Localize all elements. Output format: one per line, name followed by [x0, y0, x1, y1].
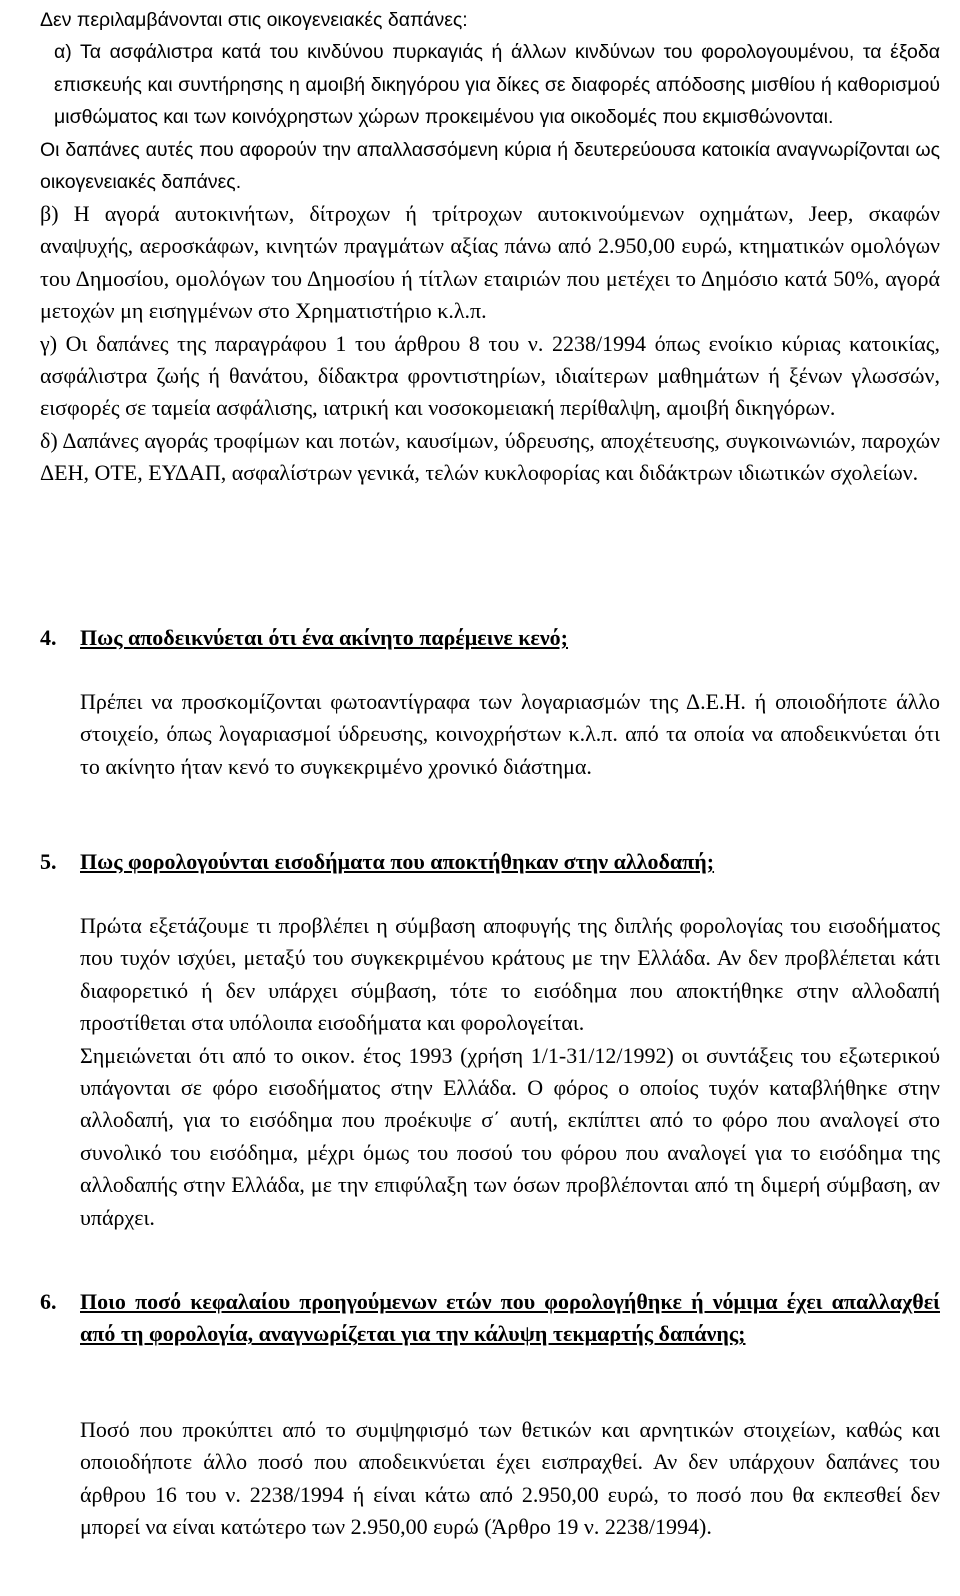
answer-4: Πρέπει να προσκομίζονται φωτοαντίγραφα των λογαριασμών της Δ.Ε.Η. ή οποιοδήποτε άλλο στοιχείο, όπως λογαριασμοί ύδρευσης, κοινοχρήστων κ.λ.π. από τα οποία να αποδεικνύεται ότι το ακίνητο ήταν κενό το συγκεκριμένο χρονικό διάστημα.	[80, 689, 940, 779]
excluded-expenses-section	[40, 4, 940, 198]
item-a-note: Οι δαπάνες αυτές που αφορούν την απαλλασσόμενη κύρια ή δευτερεύουσα κατοικία αναγνωρίζονται ως οικογενειακές δαπάνες.	[40, 138, 940, 194]
question-number: 5.	[40, 849, 57, 874]
question-text: Ποιο ποσό κεφαλαίου προηγούμενων ετών που φορολογήθηκε ή νόμιμα έχει απαλλαχθεί από τη φορολογία, αναγνωρίζεται για την κάλυψη τεκμαρτής δαπάνης;	[80, 1289, 940, 1347]
question-heading	[40, 622, 940, 654]
question-4	[40, 622, 940, 654]
excluded-items-b-d	[40, 198, 940, 490]
answer-5-block	[40, 910, 940, 1234]
section-heading: Δεν περιλαμβάνονται στις οικογενειακές δαπάνες:	[40, 9, 468, 31]
item-d: δ) Δαπάνες αγοράς τροφίμων και ποτών, καυσίμων, ύδρευσης, αποχέτευσης, συγκοινωνιών, παροχών ΔΕΗ, ΟΤΕ, ΕΥΔΑΠ, ασφαλίστρων γενικά, τελών κυκλοφορίας και διδάκτρων ιδιωτικών σχολείων.	[40, 427, 940, 486]
question-heading	[40, 846, 940, 878]
answer-5-paragraph-1: Πρώτα εξετάζουμε τι προβλέπει η σύμβαση αποφυγής της διπλής φορολογίας του εισοδήματος που τυχόν ισχύει, μεταξύ του συγκεκριμένου κράτους με την Ελλάδα. Αν δεν προβλέπεται κάτι διαφορετικό ή δεν υπάρχει σύμβαση, τότε το εισόδημα που αποκτήθηκε στην αλλοδαπή προστίθεται στα υπόλοιπα εισοδήματα και φορολογείται.	[80, 913, 940, 1036]
question-text: Πως φορολογούνται εισοδήματα που αποκτήθηκαν στην αλλοδαπή;	[80, 849, 715, 874]
answer-6: Ποσό που προκύπτει από το συμψηφισμό των θετικών και αρνητικών στοιχείων, καθώς και οποιοδήποτε άλλο ποσό που αποδεικνύεται έχει εισπραχθεί. Αν δεν υπάρχουν δαπάνες του άρθρου 16 του ν. 2238/1994 ή είναι κάτω από 2.950,00 ευρώ, το ποσό που θα εκπεσθεί δεν μπορεί να είναι κατώτερο των 2.950,00 ευρώ (Άρθρο 19 ν. 2238/1994).	[80, 1417, 940, 1540]
question-6	[40, 1286, 940, 1351]
question-heading	[40, 1286, 940, 1351]
item-a: α) Τα ασφάλιστρα κατά του κινδύνου πυρκαγιάς ή άλλων κινδύνων του φορολογουμένου, τα έξοδα επισκευής και συντήρησης η αμοιβή δικηγόρου για δίκες σε διαφορές απόδοσης μισθίου ή καθορισμού μισθώματος και των κοινόχρηστων χώρων προκειμένου για οικοδομές που εκμισθώνονται.	[54, 41, 940, 129]
question-number: 4.	[40, 625, 57, 650]
question-text: Πως αποδεικνύεται ότι ένα ακίνητο παρέμεινε κενό;	[80, 625, 568, 650]
item-b: β) Η αγορά αυτοκινήτων, δίτροχων ή τρίτροχων αυτοκινούμενων οχημάτων, Jeep, σκαφών αναψυχής, αεροσκάφων, κινητών πραγμάτων αξίας πάνω από 2.950,00 ευρώ, κτηματικών ομολόγων του Δημοσίου, ομολόγων του Δημοσίου ή τίτλων εταιριών που μετέχει το Δημόσιο κατά 50%, αγορά μετοχών μη εισηγμένων στο Χρηματιστήριο κ.λ.π.	[40, 201, 940, 324]
answer-6-block	[40, 1414, 940, 1544]
question-5	[40, 846, 940, 878]
answer-4-block	[40, 686, 940, 783]
item-c: γ) Οι δαπάνες της παραγράφου 1 του άρθρου 8 του ν. 2238/1994 όπως ενοίκιο κύριας κατοικίας, ασφάλιστρα ζωής ή θανάτου, δίδακτρα φροντιστηρίων, ιδιαίτερων μαθημάτων ή ξένων γλωσσών, εισφορές σε ταμεία ασφάλισης, ιατρική και νοσοκομειακή περίθαλψη, αμοιβή δικηγόρων.	[40, 330, 940, 421]
answer-5-paragraph-2: Σημειώνεται ότι από το οικον. έτος 1993 (χρήση 1/1-31/12/1992) οι συντάξεις του εξωτερικού υπάγονται σε φόρο εισοδήματος στην Ελλάδα. Ο φόρος ο οποίος τυχόν καταβλήθηκε στην αλλοδαπή, για το εισόδημα που προέκυψε σ΄ αυτή, εκπίπτει από το φόρο που αναλογεί στο συνολικό του εισόδημα, μέχρι όμως του ποσού του φόρου που αναλογεί για το εισόδημα της αλλοδαπής στην Ελλάδα, με την επιφύλαξη των όσων προβλέπονται από τη διμερή σύμβαση, αν υπάρχει.	[80, 1042, 940, 1230]
question-number: 6.	[40, 1289, 57, 1314]
